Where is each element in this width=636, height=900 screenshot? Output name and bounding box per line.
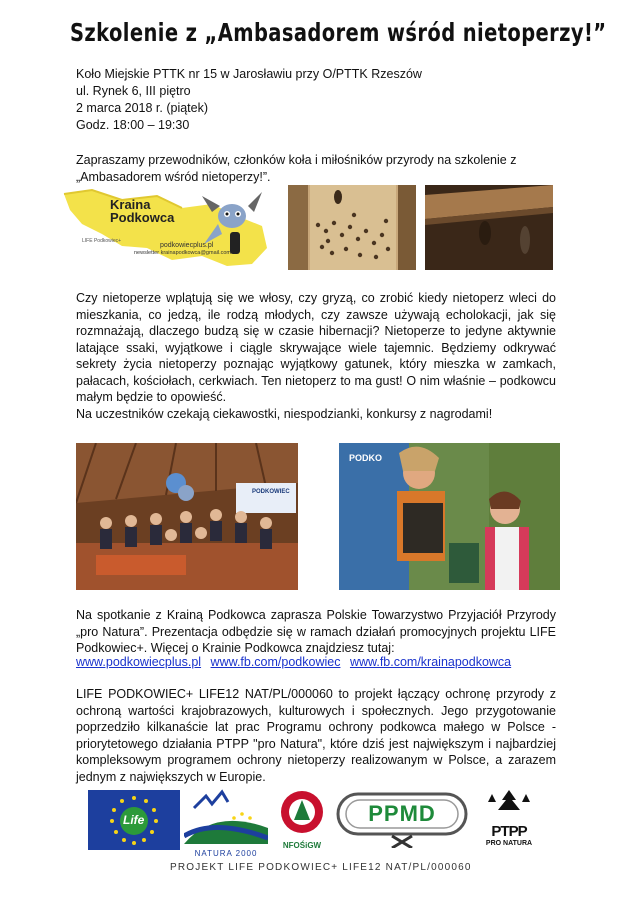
photo2-banner: PODKO: [349, 453, 383, 463]
ppmd-label: PPMD: [368, 801, 436, 826]
link-fb-krainapodkowca[interactable]: www.fb.com/krainapodkowca: [349, 655, 512, 669]
links-row: [76, 655, 517, 669]
footer-caption: PROJEKT LIFE PODKOWIEC+ LIFE12 NAT/PL/000060: [170, 862, 472, 873]
info-organizer: Koło Miejskie PTTK nr 15 w Jarosławiu przy O/PTTK Rzeszów: [76, 67, 422, 81]
logo-newsletter: newsletter krainapodkowca@gmail.com: [134, 250, 231, 256]
nfos-label: NFOŚiGW: [282, 841, 322, 850]
body-paragraph: Czy nietoperze wplątują się we włosy, czy gryzą, co zrobić kiedy nietoperz wleci do mieszkania, co jedzą, ile rodzą młodych, czy zawsze używają echolokacji, jak się rozmnażają, dlaczego budzą się w czasie hibernacji? Nietoperze to jedyne aktywnie latające ssaki, wyjątkowe i ciągle skrywające wiele tajemnic. Będziemy odkrywać sekrety życia nietoperzy poznając wyjątkowy gatunek, który mieszka w zamkach, pałacach, kościołach, cerkwiach. Ten nietoperz to ma gust! O nim właśnie – podkowcu małym będzie to opowieść.: [76, 291, 556, 404]
ptpp-label: PTPP: [491, 823, 527, 840]
group-photo-left: [76, 443, 298, 590]
project-paragraph: LIFE PODKOWIEC+ LIFE12 NAT/PL/000060 to projekt łączący ochronę przyrody z ochroną wartości krajobrazowych, kulturowych i społecznych. Jego przygotowanie poprzedziło kilkanaście lat prac Programu ochrony podkowca małego w Polsce - priorytetowego działania PTPP "pro Natura", które dziś jest największym i najbardziej kompleksowym programem ochrony nietoperzy realizowanym w Polsce, a zarazem jednym z największych w Europie.: [76, 687, 556, 784]
info-date: 2 marca 2018 r. (piątek): [76, 101, 209, 115]
logo-name: Kraina Podkowca: [110, 197, 175, 225]
eu-life-logo: [88, 790, 180, 850]
logo-small: LIFE Podkowiec+: [82, 238, 122, 244]
life-label: Life: [123, 813, 145, 827]
info-address: ul. Rynek 6, III piętro: [76, 84, 191, 98]
ptpp-logo: [478, 788, 540, 854]
body-prizes: Na uczestników czekają ciekawostki, niespodzianki, konkursy z nagrodami!: [76, 407, 493, 421]
page-title: Szkolenie z „Ambasadorem wśród nietoperzy!”: [70, 18, 607, 47]
group-photo-right: [339, 443, 560, 590]
bats-ceiling-photo: [288, 185, 416, 270]
kraina-podkowca-logo: [62, 186, 272, 272]
natura-label: NATURA 2000: [194, 849, 258, 858]
invite-paragraph: Zapraszamy przewodników, członków koła i miłośników przyrody na szkolenie z „Ambasadorem wśród nietoperzy!”.: [76, 153, 517, 184]
link-fb-podkowiec[interactable]: www.fb.com/podkowiec: [210, 655, 341, 669]
link-podkowiecplus[interactable]: www.podkowiecplus.pl: [76, 655, 202, 669]
hanging-bat-photo: [425, 185, 553, 270]
crossed-hammers-icon: [392, 836, 412, 848]
meeting-paragraph: Na spotkanie z Krainą Podkowca zaprasza Polskie Towarzystwo Przyjaciół Przyrody „pro Natura”. Prezentacja odbędzie się w ramach działań promocyjnych projektu LIFE Podkowiec+. Więcej o Krainie Podkowca znajdziesz tutaj:: [76, 608, 556, 655]
event-info: [76, 66, 422, 134]
nfosigw-logo: [276, 790, 328, 852]
photo-banner: PODKOWIEC: [252, 489, 290, 495]
info-time: Godz. 18:00 – 19:30: [76, 118, 190, 132]
logo-url: podkowiecplus.pl: [160, 242, 214, 249]
natura2000-logo: [184, 788, 268, 858]
pronatura-label: PRO NATURA: [485, 840, 533, 847]
ppmd-logo: [336, 792, 468, 848]
